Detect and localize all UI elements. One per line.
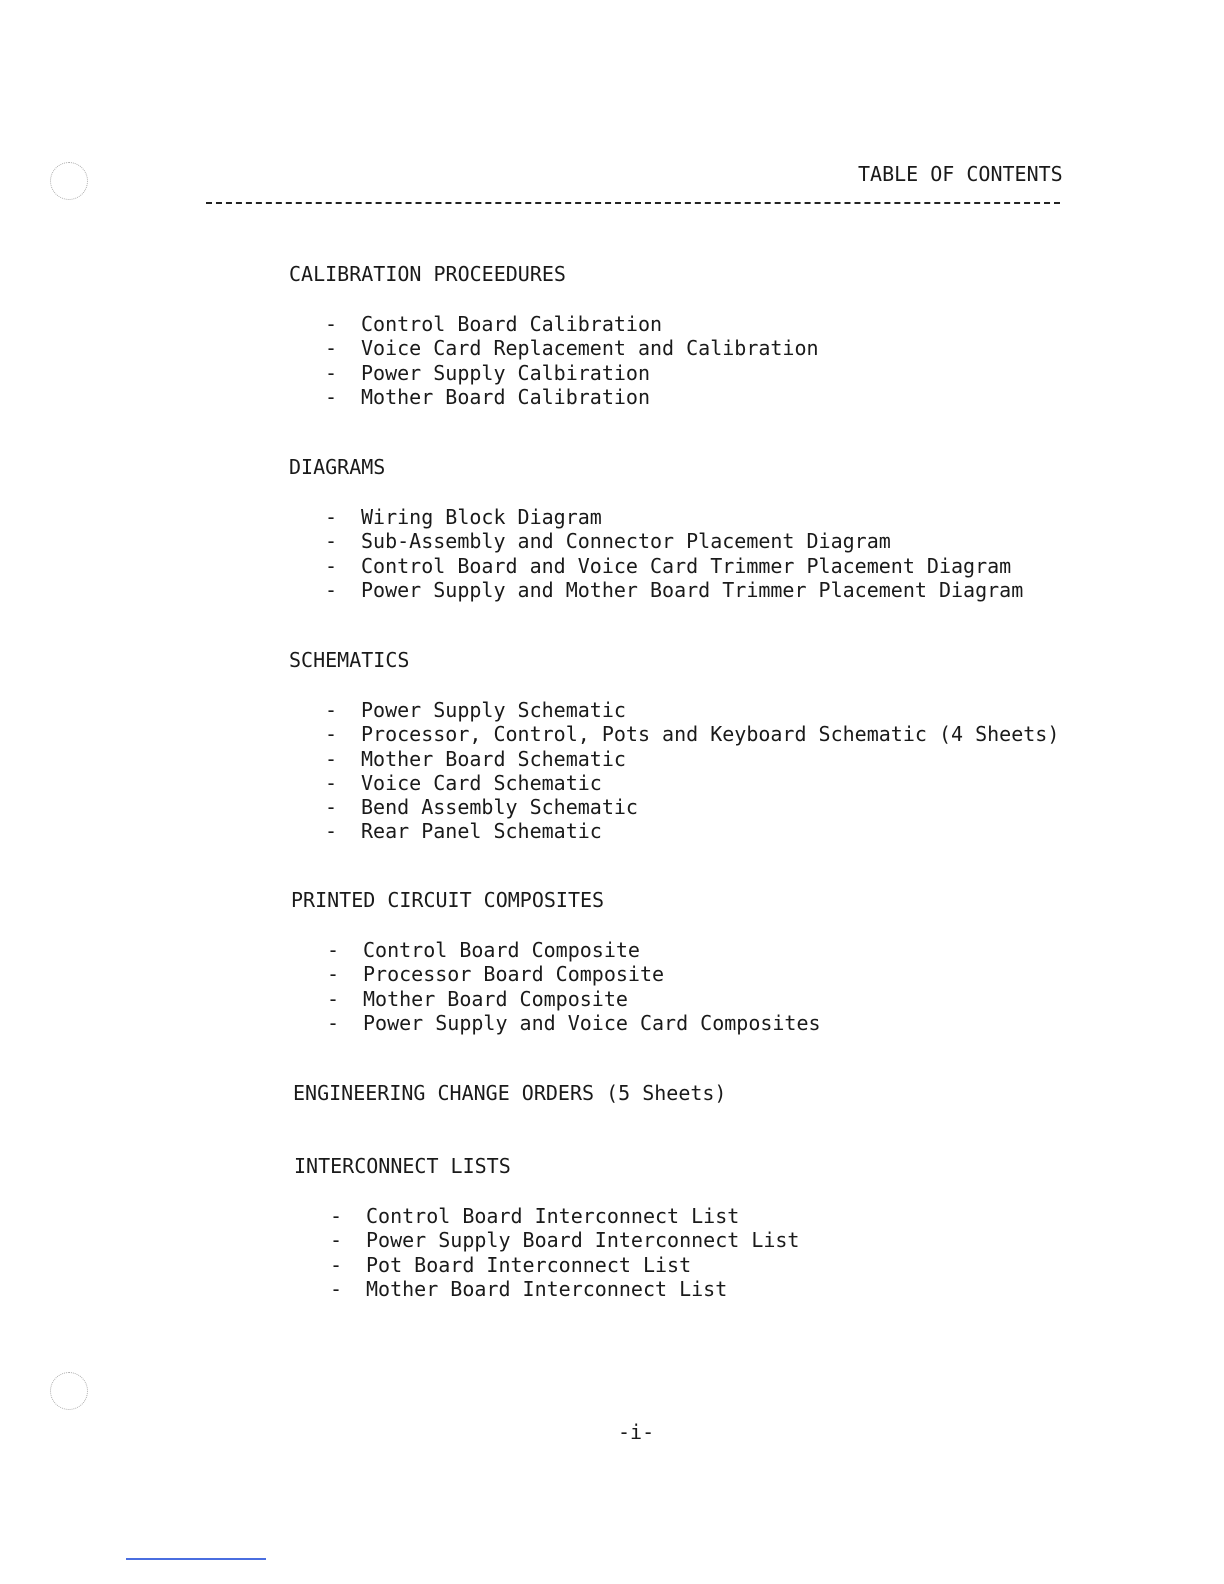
list-item xyxy=(325,361,1089,385)
list-item-label: Control Board Composite xyxy=(363,938,640,962)
list-item xyxy=(325,771,1089,795)
section-heading: ENGINEERING CHANGE ORDERS (5 Sheets) xyxy=(293,1081,727,1105)
list-item-label: Mother Board Interconnect List xyxy=(366,1276,728,1301)
section-heading: CALIBRATION PROCEEDURES xyxy=(289,262,566,286)
section-heading: INTERCONNECT LISTS xyxy=(294,1154,511,1178)
list-item xyxy=(325,336,1089,360)
bullet-dash: - xyxy=(327,1010,340,1035)
section-diagrams xyxy=(289,455,1089,602)
list-item xyxy=(325,554,1089,578)
list-item-label: Processor Board Composite xyxy=(363,962,665,987)
punch-hole-mark xyxy=(50,162,88,200)
list-item xyxy=(325,819,1089,843)
section-composites xyxy=(291,888,1091,1035)
section-item-list xyxy=(325,698,1089,844)
list-item xyxy=(325,529,1089,553)
list-item-label: Bend Assembly Schematic xyxy=(361,795,638,820)
section-calibration xyxy=(289,262,1089,409)
section-item-list xyxy=(327,938,1091,1035)
bullet-dash: - xyxy=(325,577,338,602)
bullet-dash: - xyxy=(330,1204,343,1228)
page-number: -i- xyxy=(618,1420,655,1444)
section-schematics xyxy=(289,648,1089,844)
list-item xyxy=(325,312,1089,336)
list-item-label: Sub-Assembly and Connector Placement Diagram xyxy=(361,529,891,554)
list-item xyxy=(325,795,1089,819)
bullet-dash: - xyxy=(325,336,338,361)
list-item xyxy=(325,505,1089,529)
list-item-label: Voice Card Replacement and Calibration xyxy=(361,336,819,361)
list-item xyxy=(327,938,1091,962)
bullet-dash: - xyxy=(325,770,338,795)
list-item xyxy=(330,1204,1094,1228)
section-heading: SCHEMATICS xyxy=(289,648,410,672)
list-item-label: Pot Board Interconnect List xyxy=(366,1252,692,1277)
section-interconnect xyxy=(294,1154,1094,1301)
list-item-label: Control Board and Voice Card Trimmer Placement Diagram xyxy=(361,553,1012,578)
list-item-label: Wiring Block Diagram xyxy=(361,505,602,529)
bullet-dash: - xyxy=(325,698,338,722)
list-item-label: Power Supply Board Interconnect List xyxy=(366,1228,800,1253)
bullet-dash: - xyxy=(325,312,338,336)
punch-hole-mark xyxy=(50,1372,88,1410)
bullet-dash: - xyxy=(325,505,338,529)
list-item-label: Power Supply and Mother Board Trimmer Placement Diagram xyxy=(361,577,1024,602)
section-change-orders xyxy=(293,1081,1093,1105)
bullet-dash: - xyxy=(330,1252,343,1277)
list-item xyxy=(330,1228,1094,1252)
bullet-dash: - xyxy=(330,1228,343,1253)
list-item xyxy=(325,385,1089,409)
bullet-dash: - xyxy=(325,529,338,554)
bullet-dash: - xyxy=(325,746,338,771)
list-item-label: Control Board Calibration xyxy=(361,312,663,336)
list-item xyxy=(325,722,1089,746)
bullet-dash: - xyxy=(325,722,338,747)
list-item xyxy=(325,698,1089,722)
bullet-dash: - xyxy=(325,553,338,578)
list-item xyxy=(325,578,1089,602)
list-item-label: Mother Board Calibration xyxy=(361,384,650,409)
list-item-label: Processor, Control, Pots and Keyboard Schematic (4 Sheets) xyxy=(361,722,1060,747)
list-item xyxy=(327,1011,1091,1035)
bottom-edge-line xyxy=(126,1558,266,1560)
section-heading: PRINTED CIRCUIT COMPOSITES xyxy=(291,888,605,912)
section-item-list xyxy=(330,1204,1094,1301)
section-heading: DIAGRAMS xyxy=(289,455,386,479)
list-item-label: Power Supply Schematic xyxy=(361,698,626,722)
bullet-dash: - xyxy=(325,795,338,820)
bullet-dash: - xyxy=(325,384,338,409)
list-item xyxy=(327,987,1091,1011)
bullet-dash: - xyxy=(325,819,338,844)
list-item xyxy=(330,1253,1094,1277)
bullet-dash: - xyxy=(330,1276,343,1301)
list-item xyxy=(327,962,1091,986)
section-item-list xyxy=(325,312,1089,409)
list-item-label: Power Supply and Voice Card Composites xyxy=(363,1010,821,1035)
page-title: TABLE OF CONTENTS xyxy=(858,162,1063,186)
list-item-label: Mother Board Composite xyxy=(363,986,628,1011)
list-item xyxy=(330,1277,1094,1301)
section-item-list xyxy=(325,505,1089,602)
list-item-label: Control Board Interconnect List xyxy=(366,1204,740,1228)
bullet-dash: - xyxy=(327,986,340,1011)
bullet-dash: - xyxy=(327,962,340,987)
list-item-label: Mother Board Schematic xyxy=(361,746,626,771)
list-item-label: Power Supply Calbiration xyxy=(361,360,650,385)
dashed-divider xyxy=(206,202,1060,204)
list-item xyxy=(325,747,1089,771)
bullet-dash: - xyxy=(325,360,338,385)
list-item-label: Rear Panel Schematic xyxy=(361,819,602,844)
list-item-label: Voice Card Schematic xyxy=(361,770,602,795)
bullet-dash: - xyxy=(327,938,340,962)
